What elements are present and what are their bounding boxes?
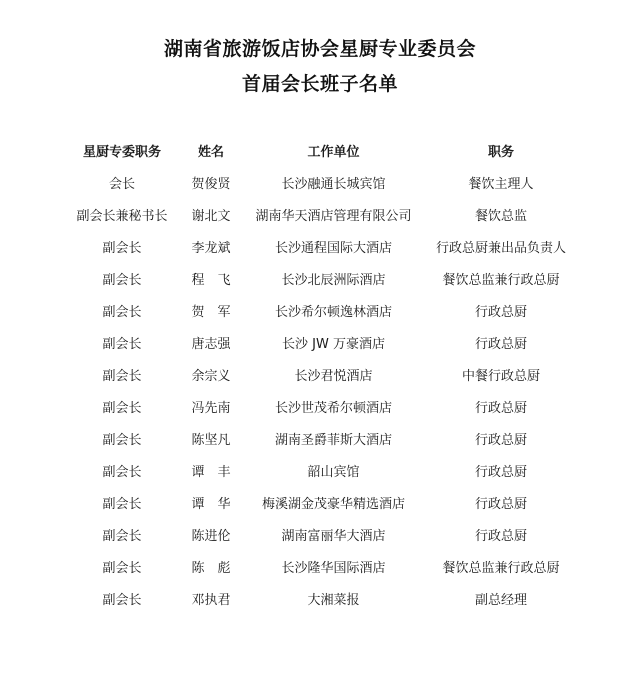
cell-title: 中餐行政总厨 [461,369,540,384]
header-name: 姓名 [197,145,224,160]
table-row [70,201,590,233]
cell-title: 行政总厨 [474,465,527,480]
header-role: 星厨专委职务 [82,145,161,160]
cell-name: 邓执君 [191,593,231,608]
cell-name: 李龙斌 [191,241,231,256]
cell-role: 副会长 [102,529,142,544]
document-subtitle: 首届会长班子名单 [241,73,398,95]
table-header-row [70,137,590,169]
cell-unit: 长沙君悦酒店 [294,369,373,384]
table-row [70,233,590,265]
table-row [70,169,590,201]
cell-unit: 梅溪湖金茂豪华精选酒店 [261,497,405,512]
cell-unit: 湖南圣爵菲斯大酒店 [274,433,392,448]
cell-name: 唐志强 [191,337,231,352]
cell-title: 行政总厨 [474,401,527,416]
cell-name: 陈坚凡 [191,433,231,448]
cell-name: 程 飞 [191,273,231,288]
header-title: 职务 [487,145,514,160]
cell-unit: 湖南华天酒店管理有限公司 [255,209,412,224]
table-row [70,265,590,297]
cell-role: 副会长 [102,561,142,576]
table-row [70,553,590,585]
cell-unit: 长沙北辰洲际酒店 [281,273,386,288]
cell-name: 谢北文 [191,209,231,224]
table-row [70,361,590,393]
cell-title: 副总经理 [474,593,527,608]
cell-unit: 长沙 JW 万豪酒店 [282,337,385,352]
cell-title: 行政总厨 [474,529,527,544]
cell-role: 副会长 [102,465,142,480]
cell-name: 贺 军 [191,305,231,320]
cell-unit: 长沙世茂希尔顿酒店 [274,401,392,416]
cell-title: 行政总厨 [474,305,527,320]
table-row [70,489,590,521]
table-row [70,585,590,617]
cell-role: 副会长 [102,337,142,352]
cell-title: 行政总厨 [474,337,527,352]
cell-role: 副会长 [102,369,142,384]
cell-title: 行政总厨 [474,497,527,512]
cell-unit: 大湘菜报 [307,593,360,608]
table-row [70,457,590,489]
table-row [70,329,590,361]
table-body [70,169,590,617]
cell-title: 餐饮总监 [474,209,527,224]
cell-role: 副会长 [102,401,142,416]
cell-role: 会长 [108,177,135,192]
cell-title: 行政总厨兼出品负责人 [435,241,566,256]
cell-role: 副会长 [102,593,142,608]
cell-unit: 长沙希尔顿逸林酒店 [274,305,392,320]
cell-name: 谭 华 [191,497,231,512]
cell-role: 副会长 [102,273,142,288]
cell-title: 行政总厨 [474,433,527,448]
cell-name: 谭 丰 [191,465,231,480]
cell-title: 餐饮总监兼行政总厨 [442,273,560,288]
cell-unit: 长沙隆华国际酒店 [281,561,386,576]
cell-name: 余宗义 [191,369,231,384]
cell-name: 陈进伦 [191,529,231,544]
cell-role: 副会长 [102,305,142,320]
cell-unit: 湖南富丽华大酒店 [281,529,386,544]
cell-role: 副会长 [102,241,142,256]
header-unit: 工作单位 [307,145,360,160]
cell-role: 副会长兼秘书长 [76,209,168,224]
table-row [70,297,590,329]
roster-table [70,137,590,617]
cell-role: 副会长 [102,497,142,512]
cell-title: 餐饮主理人 [468,177,534,192]
cell-name: 贺俊贤 [191,177,231,192]
document-title: 湖南省旅游饭店协会星厨专业委员会 [163,38,476,60]
cell-title: 餐饮总监兼行政总厨 [442,561,560,576]
cell-name: 冯先南 [191,401,231,416]
cell-name: 陈 彪 [191,561,231,576]
cell-unit: 长沙融通长城宾馆 [281,177,386,192]
cell-unit: 长沙通程国际大酒店 [274,241,392,256]
cell-role: 副会长 [102,433,142,448]
table-row [70,521,590,553]
cell-unit: 韶山宾馆 [307,465,360,480]
table-row [70,393,590,425]
table-row [70,425,590,457]
